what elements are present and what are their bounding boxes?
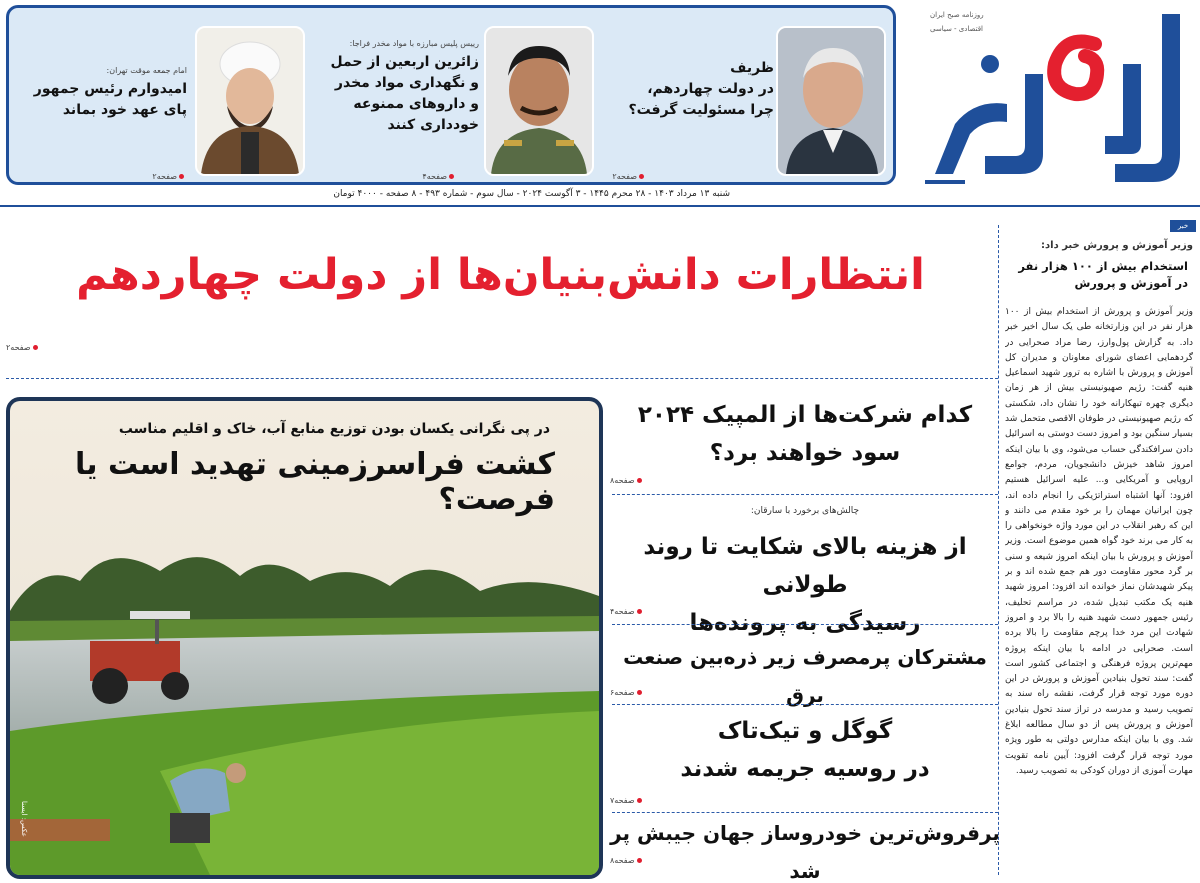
- feature-box[interactable]: [6, 397, 603, 879]
- story-kicker: چالش‌های برخورد با سارقان:: [750, 506, 860, 516]
- story-page: صفحه۷: [610, 796, 642, 805]
- story-page: صفحه۶: [610, 688, 642, 697]
- portrait-photo: [195, 26, 305, 176]
- portrait-photo: [484, 26, 594, 176]
- sidebar-kicker: وزیر آموزش و پرورش خبر داد:: [1041, 240, 1193, 251]
- story-page: صفحه۸: [610, 476, 642, 485]
- masthead-tagline: روزنامه صبح ایران اقتصادی - سیاسی: [930, 11, 984, 33]
- divider: [612, 704, 998, 705]
- teaser-police[interactable]: [309, 16, 594, 181]
- dateline: شنبه ۱۳ مرداد ۱۴۰۳ - ۲۸ محرم ۱۴۴۵ - ۳ آگوست ۲۰۲۴ - سال سوم - شماره ۴۹۳ - ۸ صفحه - ۴۰۰۰ تومان: [333, 189, 730, 199]
- divider: [612, 624, 998, 625]
- sidebar-body: وزیر آموزش و پرورش از استخدام بیش از ۱۰۰ هزار نفر در این وزارتخانه طی یک سال اخیر خبر داد. به گزارش پول‌وارز، رضا مراد صحرایی در گردهمایی اعضای شورای معاونان و مدیران کل آموزش و پرورش با اشاره به ترور شهید اسماعیل هنیه گفت: رژیم صهیونیستی بیش از هر زمان دیگری چهره تبهکارانه خود را نشان داد، شکستی که رژیم صهیونیستی در طوفان الاقصی متحمل شد بسیار سنگین بود و امروز دست دوستی به اسرائیل دادن سرافکندگی حساب می‌شود، وی با بیان اینکه امروز شاهد خیزش دانشجویان، مردم، جوامع اروپایی و آمریکایی و... علیه اسرائیل هستیم افزود: آنها اشتباه استراتژیکی را انجام داده اند، چون ایرانیان مهمان را بر خود مقدم می دانند و این که رهبر انقلاب در این مورد واژه خونخواهی را به کار می برند خود گواه همین موضوع است. وزیر آموزش و پرورش با بیان اینکه امروز شیعه و سنی بر گرد محور مقاومت دور هم جمع شده اند و بر پیکر شهیدشان نماز خوانده اند افزود: امروز شهید هنیه یک مکتب تبدیل شده، در مراسم تحلیف، رئیس جمهور دست شهید هنیه را بالا برد و امروز شهادت این مرد خدا پرچم مقاومت را بالا برده است. صحرایی در ادامه با بیان اینکه پروژه مهم‌ترین پروژه فرهنگی و اجتماعی کشور است گفت: سند تحول بنیادین آموزش و پرورش در این دوره مورد توجه قرار گرفت، نقشه راه سند به تصویب رسید و مدرسه در تراز سند تحول بنیادین آموزش و پرورش پس از دو سال مطالعه ابلاغ شد. وی با بیان اینکه مدارس دولتی به طور ویژه مورد توجه قرار گرفت افزود: آیین نامه تقویت مهارت آموزی از دوران کودکی به تصویب رسید.: [1005, 307, 1193, 776]
- main-headline-page: صفحه۲: [6, 343, 38, 352]
- story-headline: گوگل و تیک‌تاک در روسیه جریمه شدند: [680, 718, 930, 782]
- photo-credit: عکس: ایسنا: [20, 801, 28, 837]
- divider: [612, 494, 998, 495]
- story-page: صفحه۸: [610, 856, 642, 865]
- story-electricity[interactable]: [610, 638, 1000, 714]
- teaser-page: صفحه۴: [422, 172, 454, 181]
- masthead-rule: [0, 205, 1200, 207]
- story-headline: از هزینه بالای شکایت تا روند طولانی رسیدگی به پرونده‌ها: [643, 534, 967, 636]
- news-tag: خبر: [1170, 220, 1196, 232]
- teaser-headline: زائرین اربعین از حمل و نگهداری مواد مخدر و داروهای ممنوعه خودداری کنند: [330, 54, 479, 133]
- teaser-imam[interactable]: [17, 16, 302, 181]
- divider: [6, 378, 998, 379]
- sidebar-headline[interactable]: استخدام بیش از ۱۰۰ هزار نفر در آموزش و پرورش: [1018, 259, 1188, 290]
- story-page: صفحه۴: [610, 607, 642, 616]
- teaser-kicker: امام جمعه موقت تهران:: [106, 66, 187, 75]
- teaser-page: صفحه۲: [612, 172, 644, 181]
- story-headline: مشترکان پرمصرف زیر ذره‌بین صنعت برق: [623, 645, 987, 707]
- teaser-headline: امیدوارم رئیس جمهور پای عهد خود بماند: [33, 81, 187, 118]
- teaser-kicker: رییس پلیس مبارزه با مواد مخدر فراجا:: [349, 39, 479, 48]
- story-automaker[interactable]: [610, 814, 1000, 883]
- teaser-zarif[interactable]: [604, 16, 889, 181]
- story-headline: کدام شرکت‌ها از المپیک ۲۰۲۴ سود خواهند برد؟: [637, 402, 973, 466]
- portrait-photo: [776, 26, 886, 176]
- feature-kicker: در پی نگرانی یکسان بودن توزیع منابع آب، خاک و اقلیم مناسب: [118, 421, 550, 437]
- story-google-tiktok[interactable]: [610, 712, 1000, 788]
- main-headline[interactable]: انتظارات دانش‌بنیان‌ها از دولت چهاردهم: [76, 250, 925, 300]
- teaser-page: صفحه۲: [152, 172, 184, 181]
- story-headline: پرفروش‌ترین خودروساز جهان جیبش پر شد: [610, 821, 1000, 883]
- feature-headline[interactable]: کشت فراسرزمینی تهدید است یا فرصت؟: [74, 447, 555, 517]
- teaser-headline: ظریف در دولت چهاردهم، چرا مسئولیت گرفت؟: [628, 60, 774, 118]
- divider: [612, 812, 998, 813]
- story-olympics[interactable]: [610, 396, 1000, 472]
- teaser-box: [6, 5, 896, 185]
